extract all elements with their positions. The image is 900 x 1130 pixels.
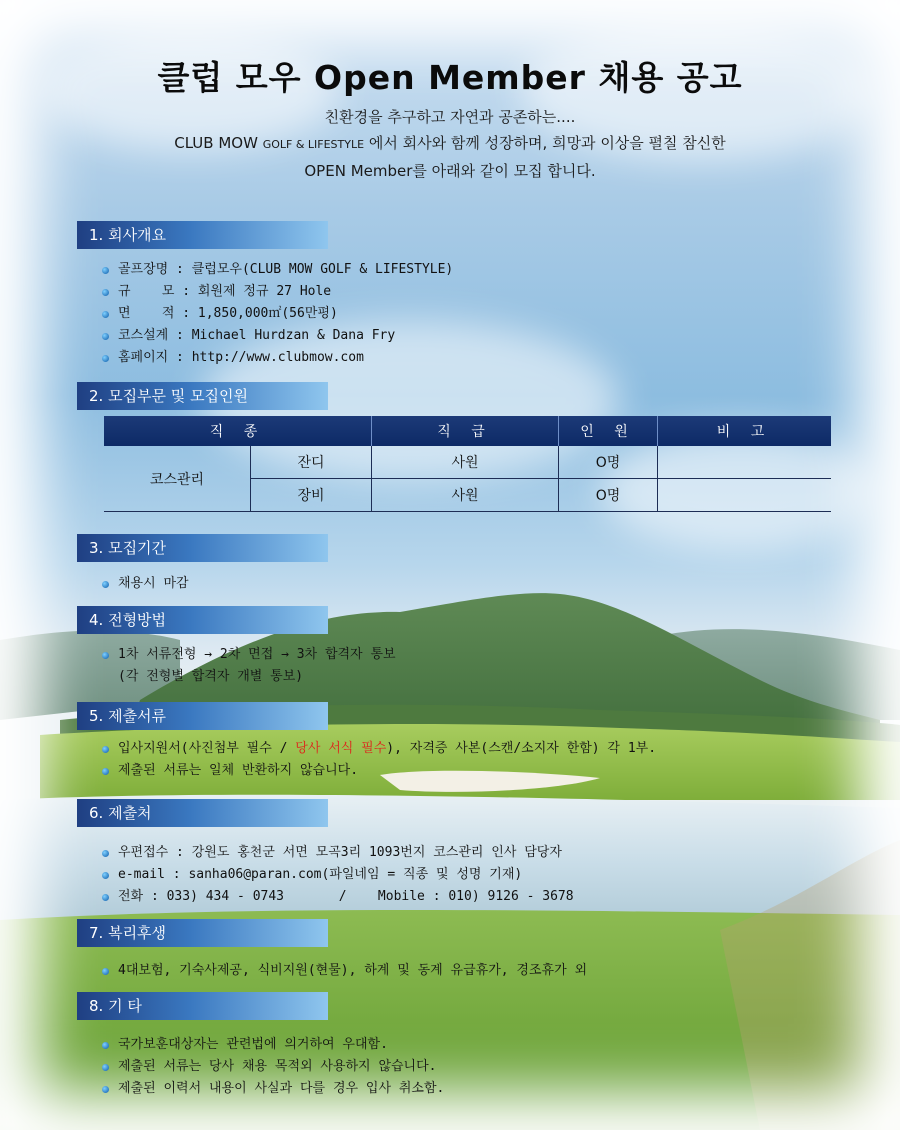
table-header-grade: 직 급	[372, 416, 559, 446]
section-header-period: 3. 모집기간	[77, 534, 328, 562]
bullet-icon	[102, 894, 109, 901]
list-item	[100, 738, 656, 760]
table-header-note: 비 고	[658, 416, 832, 446]
submission-list	[100, 842, 574, 908]
list-item	[100, 1034, 444, 1056]
section-header-positions: 2. 모집부문 및 모집인원	[77, 382, 328, 410]
list-item	[100, 1078, 444, 1100]
item-text: 4대보험, 기숙사제공, 식비지원(현물), 하계 및 동계 유급휴가, 경조휴가 외	[118, 963, 588, 978]
list-item	[100, 281, 453, 303]
list-item	[100, 325, 453, 347]
bullet-icon	[102, 355, 109, 362]
period-list	[100, 573, 189, 595]
bullet-icon	[102, 311, 109, 318]
section-header-benefits: 7. 복리후생	[77, 919, 328, 947]
intro-line-2	[0, 130, 900, 158]
bullet-icon	[102, 1064, 109, 1071]
list-item	[100, 347, 453, 369]
bullet-icon	[102, 872, 109, 879]
selection-list	[100, 644, 396, 688]
item-text: ), 자격증 사본(스캔/소지자 한함) 각 1부.	[386, 741, 657, 756]
section-header-submission: 6. 제출처	[77, 799, 328, 827]
list-item	[100, 644, 396, 666]
table-cell-sub: 잔디	[251, 446, 372, 479]
bullet-icon	[102, 267, 109, 274]
bullet-icon	[102, 768, 109, 775]
list-item	[100, 886, 574, 908]
bullet-icon	[102, 1086, 109, 1093]
item-text: 채용시 마감	[118, 576, 189, 591]
item-text: 홈페이지 : http://www.clubmow.com	[118, 350, 364, 365]
email-text: e-mail : sanha06@paran.com(파일네임 = 직종 및 성명 기재)	[118, 867, 523, 882]
intro-text	[0, 104, 900, 184]
section-header-documents: 5. 제출서류	[77, 702, 328, 730]
table-cell-count: O명	[559, 446, 658, 479]
table-cell-grade: 사원	[372, 479, 559, 512]
bullet-icon	[102, 581, 109, 588]
table-header-job: 직 종	[104, 416, 372, 446]
table-cell-count: O명	[559, 479, 658, 512]
table-cell-note	[658, 479, 832, 512]
list-item	[100, 960, 587, 982]
table-cell-note	[658, 446, 832, 479]
intro-club-sub: GOLF & LIFESTYLE	[262, 138, 365, 151]
table-cell-group: 코스관리	[104, 446, 251, 512]
recruitment-table	[104, 416, 831, 512]
intro-club-name: CLUB MOW	[174, 134, 258, 152]
phone-text: 전화 : 033) 434 - 0743 / Mobile : 010) 9126 - 3678	[118, 889, 574, 904]
bullet-icon	[102, 333, 109, 340]
section-header-company: 1. 회사개요	[77, 221, 328, 249]
etc-list	[100, 1034, 444, 1100]
list-item	[100, 259, 453, 281]
item-text: 면 적 : 1,850,000㎡(56만평)	[118, 306, 338, 321]
intro-line-3: OPEN Member를 아래와 같이 모집 합니다.	[304, 162, 596, 180]
bullet-icon	[102, 652, 109, 659]
required-form-highlight: 당사 서식 필수	[295, 741, 387, 756]
intro-line-2-rest: 에서 회사와 함께 성장하며, 희망과 이상을 펼칠 참신한	[368, 134, 726, 152]
bullet-icon	[102, 850, 109, 857]
item-text: 제출된 서류는 일체 반환하지 않습니다.	[118, 763, 359, 778]
documents-list	[100, 738, 656, 782]
bullet-icon	[102, 968, 109, 975]
item-text: 코스설계 : Michael Hurdzan & Dana Fry	[118, 328, 396, 343]
intro-line-1: 친환경을 추구하고 자연과 공존하는....	[324, 108, 576, 126]
table-cell-grade: 사원	[372, 446, 559, 479]
page-title: 클럽 모우 Open Member 채용 공고	[157, 58, 743, 97]
bullet-icon	[102, 289, 109, 296]
company-overview-list	[100, 259, 453, 369]
item-text: 골프장명 : 클럽모우(CLUB MOW GOLF & LIFESTYLE)	[118, 262, 454, 277]
item-text: 규 모 : 회원제 정규 27 Hole	[118, 284, 332, 299]
table-row	[104, 446, 831, 479]
item-text: 국가보훈대상자는 관련법에 의거하여 우대함.	[118, 1037, 388, 1052]
item-text: 우편접수 : 강원도 홍천군 서면 모곡3리 1093번지 코스관리 인사 담당자	[118, 845, 562, 860]
list-item	[100, 573, 189, 595]
section-header-selection: 4. 전형방법	[77, 606, 328, 634]
item-text: 제출된 이력서 내용이 사실과 다를 경우 입사 취소함.	[118, 1081, 445, 1096]
list-item	[100, 842, 574, 864]
list-item	[100, 303, 453, 325]
bullet-icon	[102, 1042, 109, 1049]
table-header-count: 인 원	[559, 416, 658, 446]
list-item	[100, 760, 656, 782]
item-text: 제출된 서류는 당사 채용 목적외 사용하지 않습니다.	[118, 1059, 437, 1074]
list-item	[100, 864, 574, 886]
table-cell-sub: 장비	[251, 479, 372, 512]
list-item	[100, 1056, 444, 1078]
section-header-etc: 8. 기 타	[77, 992, 328, 1020]
item-continuation: (각 전형별 합격자 개별 통보)	[118, 669, 304, 684]
item-text: 입사지원서(사진첨부 필수 /	[118, 741, 296, 756]
benefits-list	[100, 960, 587, 982]
bullet-icon	[102, 746, 109, 753]
item-text: 1차 서류전형 → 2차 면접 → 3차 합격자 통보	[118, 647, 396, 662]
